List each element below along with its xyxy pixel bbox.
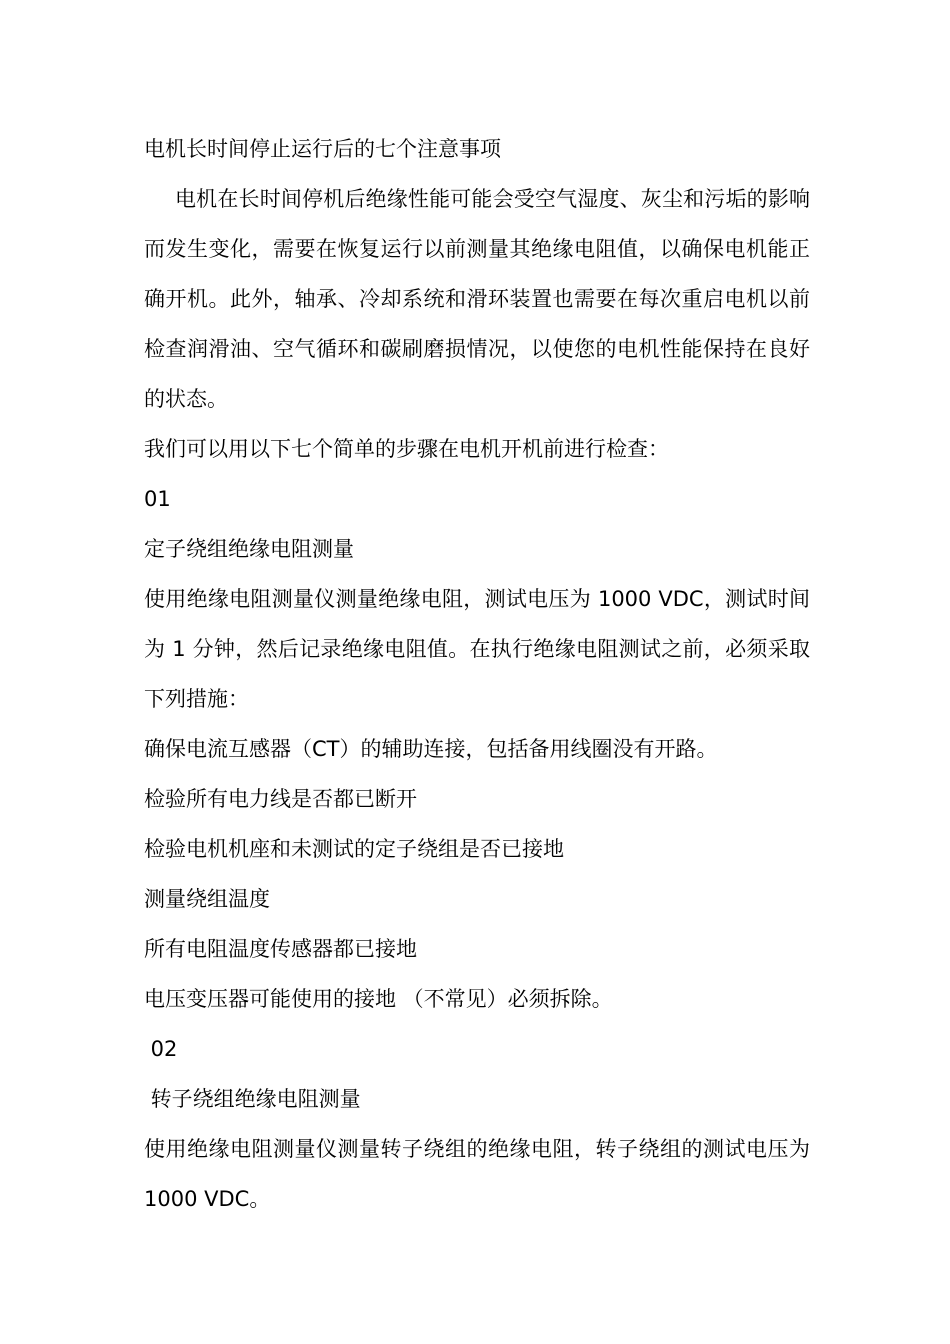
step-2-heading: 转子绕组绝缘电阻测量 [144, 1087, 361, 1111]
document-title: 电机长时间停止运行后的七个注意事项 [144, 137, 501, 161]
step-1-measure: 确保电流互感器（CT）的辅助连接，包括备用线圈没有开路。 [144, 737, 718, 761]
document-body [144, 124, 810, 1224]
step-1-description: 使用绝缘电阻测量仪测量绝缘电阻，测试电压为 1000 VDC，测试时间为 1 分钟，然后记录绝缘电阻值。在执行绝缘电阻测试之前，必须采取下列措施： [144, 587, 810, 711]
intro-paragraph: 电机在长时间停机后绝缘性能可能会受空气湿度、灰尘和污垢的影响而发生变化，需要在恢复运行以前测量其绝缘电阻值，以确保电机能正确开机。此外，轴承、冷却系统和滑环装置也需要在每次重启电机以前检查润滑油、空气循环和碳刷磨损情况，以使您的电机性能保持在良好的状态。 [144, 187, 810, 411]
step-1-heading: 定子绕组绝缘电阻测量 [144, 537, 354, 561]
step-1-measure: 所有电阻温度传感器都已接地 [144, 937, 417, 961]
step-2-number: 02 [144, 1037, 178, 1061]
step-1-number: 01 [144, 487, 171, 511]
step-1-measure: 检验电机机座和未测试的定子绕组是否已接地 [144, 837, 564, 861]
step-2-description: 使用绝缘电阻测量仪测量转子绕组的绝缘电阻，转子绕组的测试电压为 1000 VDC。 [144, 1137, 810, 1211]
step-1-measure: 测量绕组温度 [144, 887, 270, 911]
step-1-measure: 检验所有电力线是否都已断开 [144, 787, 417, 811]
steps-intro: 我们可以用以下七个简单的步骤在电机开机前进行检查： [144, 437, 669, 461]
step-1-measure: 电压变压器可能使用的接地 （不常见）必须拆除。 [144, 987, 613, 1011]
